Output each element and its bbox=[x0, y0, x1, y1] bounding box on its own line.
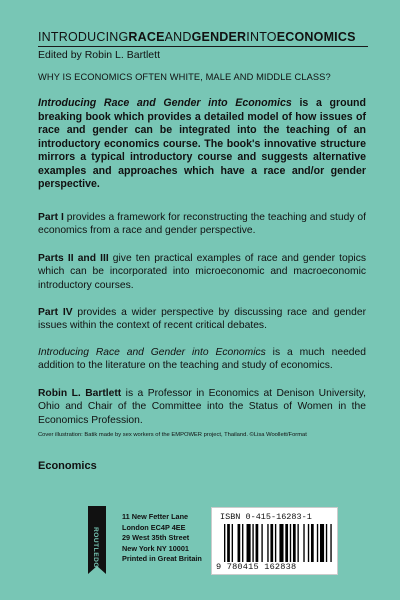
address-line: 29 West 35th Street bbox=[122, 533, 190, 542]
barcode-number: 9 780415 162838 bbox=[216, 562, 297, 572]
part-four-label: Part IV bbox=[38, 307, 73, 318]
summary-title-italic: Introducing Race and Gender into Economics bbox=[38, 347, 266, 358]
paragraph-author-bio bbox=[38, 387, 366, 427]
paragraph-part-four bbox=[38, 306, 366, 333]
lead-paragraph bbox=[38, 97, 366, 192]
isbn-barcode-box bbox=[211, 507, 338, 575]
paragraph-summary bbox=[38, 346, 366, 373]
author-bio-text: is a Professor in Economics at Denison University, Ohio and Chair of the Committee into the Status of Women in the Economics Profession. bbox=[38, 388, 366, 426]
question-heading: WHY IS ECONOMICS OFTEN WHITE, MALE AND MIDDLE CLASS? bbox=[38, 72, 331, 82]
lead-text: is a ground breaking book which provides a detailed model of how issues of race and gender can be integrated into the teaching of an introductory economics course. The book's innovative structure mirrors a typical introductory course and suggests alternative examples and approaches which have a race and/or gender perspective. bbox=[38, 97, 366, 190]
lead-title-italic: Introducing Race and Gender into Economics bbox=[38, 97, 292, 109]
title-part-introducing: INTRODUCING bbox=[38, 30, 129, 44]
paragraph-parts-two-three bbox=[38, 252, 366, 292]
title-block bbox=[38, 30, 368, 61]
cover-illustration-credit: Cover illustration: Batik made by sex workers of the EMPOWER project, Thailand. ©Lisa Woollett/Format bbox=[38, 432, 307, 438]
parts-two-three-text: give ten practical examples of race and gender topics which can be incorporated into microeconomic and macroeconomic introductory courses. bbox=[38, 253, 366, 291]
address-line: 11 New Fetter Lane bbox=[122, 512, 189, 521]
editor-credit: Edited by Robin L. Bartlett bbox=[38, 49, 160, 61]
subject-category: Economics bbox=[38, 460, 97, 472]
paragraph-part-one bbox=[38, 211, 366, 238]
address-line: London EC4P 4EE bbox=[122, 522, 186, 532]
title-part-economics: ECONOMICS bbox=[276, 30, 356, 44]
title-divider bbox=[38, 46, 368, 47]
address-line: New York NY 10001 bbox=[122, 543, 189, 553]
isbn-label: ISBN 0-415-16283-1 bbox=[220, 512, 312, 522]
routledge-logo-text: ROUTLEDGE bbox=[92, 527, 99, 573]
publisher-address bbox=[122, 512, 202, 565]
title-part-gender: GENDER bbox=[191, 30, 247, 44]
part-one-label: Part I bbox=[38, 212, 64, 223]
parts-two-three-label: Parts II and III bbox=[38, 253, 109, 264]
author-name: Robin L. Bartlett bbox=[38, 388, 122, 399]
title-part-and: AND bbox=[164, 30, 192, 44]
part-one-text: provides a framework for reconstructing the teaching and study of economics from a race and gender perspective. bbox=[38, 212, 366, 237]
part-four-text: provides a wider perspective by discussing race and gender issues within the context of recent critical debates. bbox=[38, 307, 366, 332]
title-part-race: RACE bbox=[128, 30, 165, 44]
address-line: Printed in Great Britain bbox=[122, 554, 202, 563]
summary-text: is a much needed addition to the literature on the teaching and study of economics. bbox=[38, 347, 366, 372]
book-title bbox=[38, 30, 368, 45]
title-part-into: INTO bbox=[246, 30, 277, 44]
barcode-graphic bbox=[224, 524, 332, 562]
